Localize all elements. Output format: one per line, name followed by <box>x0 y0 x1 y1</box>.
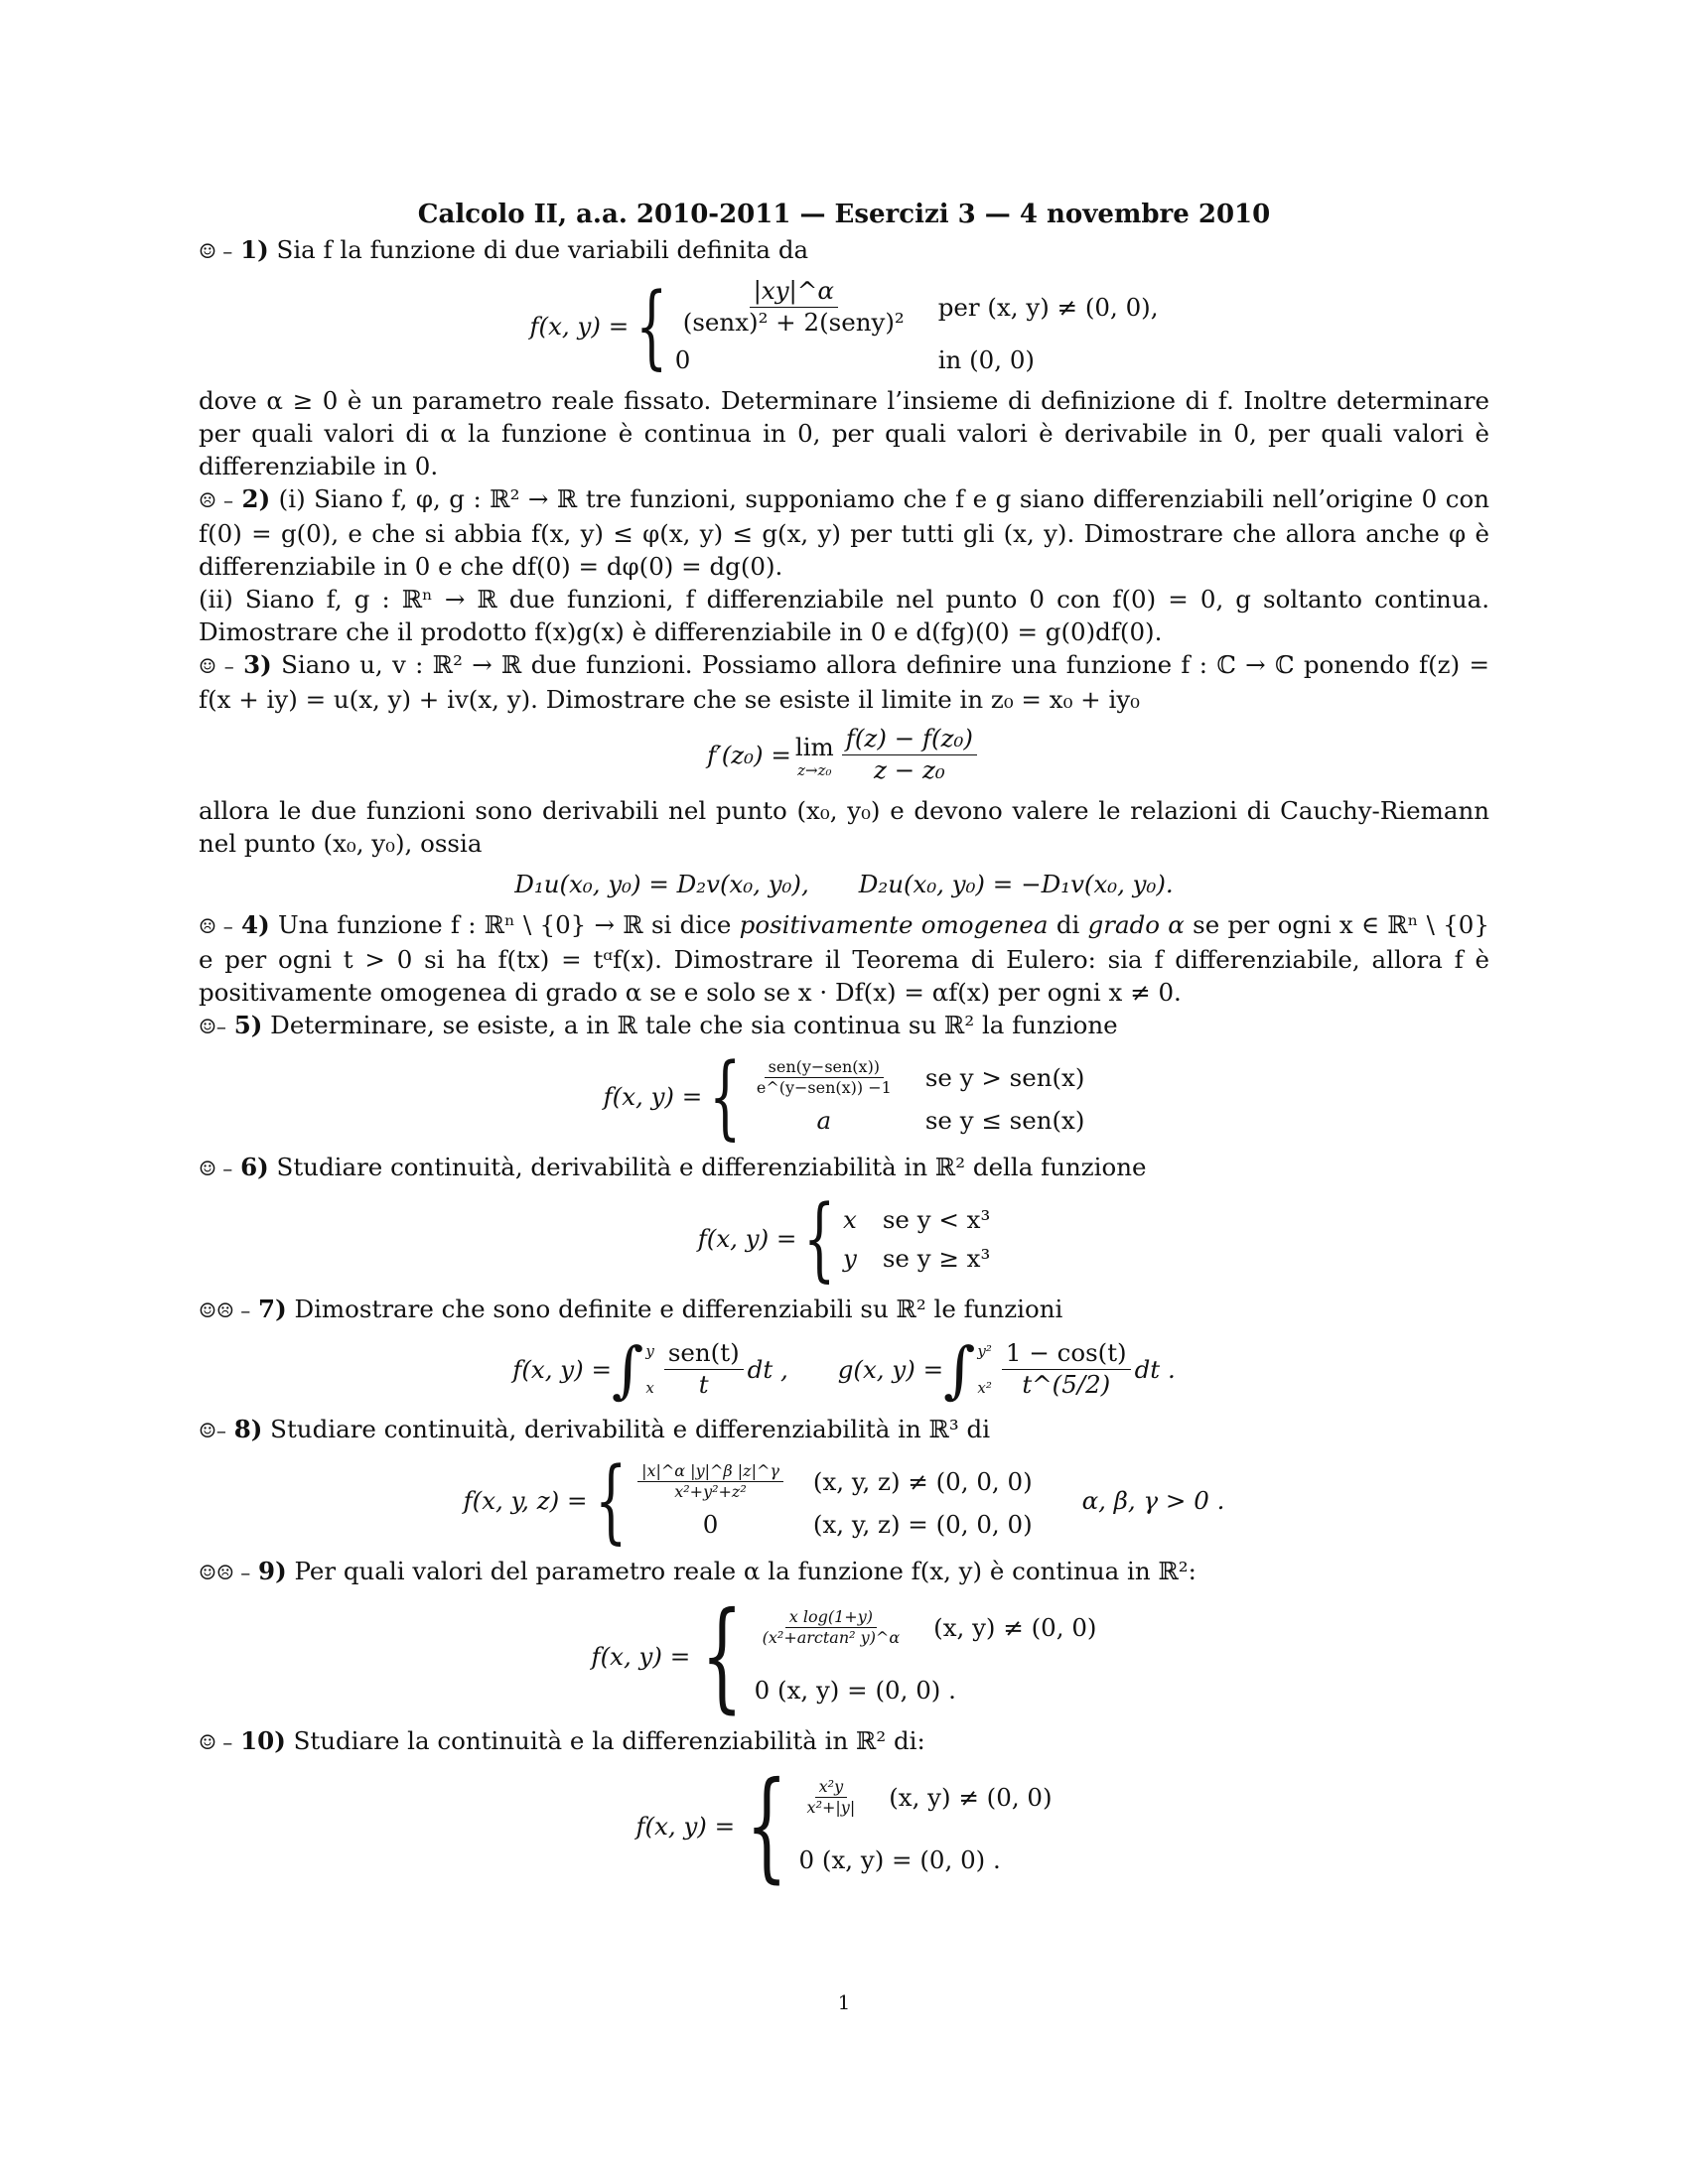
exercise-8-intro <box>199 1413 1489 1447</box>
numerator: x log(1+y) <box>785 1607 877 1628</box>
exercise-2-part-i <box>199 482 1489 583</box>
exercise-1-intro <box>199 233 1489 268</box>
exercise-6-formula <box>199 1184 1489 1292</box>
smiley-frown-icon: ☺☹ – <box>199 1297 251 1322</box>
exercise-number: 7) <box>258 1294 287 1323</box>
frown-icon: ☹ – <box>199 488 233 513</box>
condition-2: se y ≥ x³ <box>882 1243 991 1273</box>
left-brace-icon: { <box>803 1184 836 1292</box>
smiley-icon: ☺– <box>199 1014 226 1038</box>
exercise-7-formulas <box>199 1332 1489 1406</box>
exercise-text-b: di <box>1055 909 1080 939</box>
exercise-3-limit-formula <box>199 724 1489 785</box>
fraction <box>637 1461 783 1502</box>
page-number: 1 <box>837 1990 851 2014</box>
upper-limit: y² <box>977 1341 992 1360</box>
differential: dt , <box>747 1355 788 1384</box>
formula-lhs: f(x, y, z) = <box>463 1486 588 1515</box>
left-brace-icon: { <box>701 1586 744 1725</box>
smiley-icon: ☺– <box>199 1418 226 1442</box>
formula-lhs: f(x, y) = <box>635 1812 736 1841</box>
integral-limits <box>977 1335 992 1405</box>
exercise-text: Sia f la funzione di due variabili definita da <box>276 235 809 264</box>
exercise-10-formula <box>199 1756 1489 1895</box>
condition-1: per (x, y) ≠ (0, 0), <box>937 292 1159 322</box>
emphasis-1: positivamente omogenea <box>739 909 1049 939</box>
exercise-number: 4) <box>241 909 270 939</box>
left-brace-icon: { <box>709 1042 742 1150</box>
exercise-9-intro <box>199 1555 1489 1589</box>
f-integral <box>612 1332 788 1406</box>
frown-icon: ☹ – <box>199 913 233 938</box>
value-1: x <box>843 1204 857 1234</box>
fraction <box>759 1607 905 1648</box>
exercise-text-a: Una funzione f : ℝⁿ \ {0} → ℝ si dice <box>277 909 732 939</box>
exercise-text: Determinare, se esiste, a in ℝ tale che sia continua su ℝ² la funzione <box>270 1010 1118 1039</box>
exercise-5-formula <box>199 1042 1489 1150</box>
exercise-number: 10) <box>240 1725 286 1755</box>
formula-lhs: f′(z₀) = <box>707 740 791 769</box>
condition-1: (x, y, z) ≠ (0, 0, 0) <box>812 1466 1033 1496</box>
smiley-icon: ☺ – <box>199 654 234 679</box>
denominator: t <box>698 1370 709 1399</box>
f-lhs: f(x, y) = <box>512 1355 613 1384</box>
exercise-number: 8) <box>233 1414 263 1443</box>
exercise-1-text: dove α ≥ 0 è un parametro reale fissato. Determinare l’insieme di definizione di f. Inoltre determinare per quali valori di α la funzione è continua in 0, per quali valori è derivabile in 0, per quali valori è differenziabile in 0. <box>199 386 1489 481</box>
emphasis-2: grado α <box>1087 909 1185 939</box>
exercise-6-intro <box>199 1151 1489 1185</box>
g-lhs: g(x, y) = <box>837 1355 944 1384</box>
parameters: α, β, γ > 0 . <box>1081 1486 1225 1515</box>
condition-2: se y ≤ sen(x) <box>924 1105 1085 1135</box>
numerator: |x|^α |y|^β |z|^γ <box>637 1461 783 1482</box>
document-title: Calcolo II, a.a. 2010-2011 — Esercizi 3 — 4 novembre 2010 <box>417 200 1271 229</box>
lower-limit: x² <box>977 1378 992 1397</box>
document-page <box>199 199 1489 1894</box>
integral-limits <box>645 1335 653 1405</box>
condition-1: se y > sen(x) <box>924 1062 1085 1092</box>
exercise-text: (i) Siano f, φ, g : ℝ² → ℝ tre funzioni, supponiamo che f e g siano differenziabili nell’origine 0 con f(0) = g(0), e che si abbia f(x, y) ≤ φ(x, y) ≤ g(x, y) per tutti gli (x, y). Dimostrare che allora anche φ è differenziabile in 0 e che df(0) = dφ(0) = dg(0). <box>199 484 1489 582</box>
exercise-number: 6) <box>240 1152 269 1181</box>
formula-lhs: f(x, y) = <box>591 1642 691 1671</box>
exercise-number: 1) <box>240 235 269 264</box>
exercise-4 <box>199 908 1489 1009</box>
exercise-3-text: allora le due funzioni sono derivabili nel punto (x₀, y₀) e devono valere le relazioni di Cauchy-Riemann nel punto (x₀, y₀), ossia <box>199 795 1489 858</box>
limit-subscript: z→z₀ <box>797 761 832 780</box>
exercise-text: Studiare continuità, derivabilità e differenziabilità in ℝ³ di <box>270 1414 991 1443</box>
equation-1: D₁u(x₀, y₀) = D₂v(x₀, y₀), <box>514 869 809 898</box>
numerator: |xy|^α <box>750 276 838 308</box>
left-brace-icon: { <box>594 1446 627 1554</box>
limit-label: lim <box>794 733 834 762</box>
numerator: sen(t) <box>664 1338 744 1370</box>
exercise-5-intro <box>199 1009 1489 1043</box>
cases <box>749 1057 1085 1137</box>
condition-1: (x, y) ≠ (0, 0) <box>933 1612 1097 1642</box>
exercise-number: 9) <box>258 1556 287 1585</box>
denominator: x²+|y| <box>806 1797 856 1817</box>
row-2: 0 (x, y) = (0, 0) . <box>754 1675 956 1705</box>
row-2: 0 (x, y) = (0, 0) . <box>798 1844 1001 1874</box>
left-brace-icon: { <box>746 1756 788 1895</box>
left-brace-icon: { <box>635 272 668 379</box>
limit <box>795 731 834 778</box>
condition-1: (x, y) ≠ (0, 0) <box>889 1782 1053 1812</box>
g-integral <box>943 1332 1176 1406</box>
smiley-icon: ☺ – <box>199 239 233 263</box>
denominator: (senx)² + 2(seny)² <box>682 307 905 337</box>
value-2: 0 <box>702 1509 719 1539</box>
exercise-7-intro <box>199 1293 1489 1327</box>
denominator: e^(y−sen(x)) −1 <box>756 1077 892 1097</box>
upper-limit: y <box>645 1341 654 1360</box>
cases <box>755 1607 1097 1706</box>
condition-2: in (0, 0) <box>937 345 1035 375</box>
exercise-1-formula <box>199 272 1489 379</box>
smiley-frown-icon: ☺☹ – <box>199 1560 251 1584</box>
numerator: sen(y−sen(x)) <box>765 1057 884 1078</box>
fraction <box>679 276 909 338</box>
differential: dt . <box>1134 1355 1176 1384</box>
numerator: x²y <box>815 1777 847 1798</box>
denominator: (x²+arctan² y)^α <box>762 1627 901 1647</box>
exercise-text: Siano u, v : ℝ² → ℝ due funzioni. Possiamo allora definire una funzione f : ℂ → ℂ ponendo f(z) = f(x + iy) = u(x, y) + iv(x, y). Dimostrare che se esiste il limite in z₀ = x₀ + iy₀ <box>199 650 1489 715</box>
equation-2: D₂u(x₀, y₀) = −D₁v(x₀, y₀). <box>858 869 1174 898</box>
exercise-text: Studiare continuità, derivabilità e differenziabilità in ℝ² della funzione <box>276 1152 1147 1181</box>
denominator: x²+y²+z² <box>674 1481 747 1501</box>
exercise-9-formula <box>199 1586 1489 1725</box>
fraction <box>842 724 977 785</box>
exercise-text: Per quali valori del parametro reale α la funzione f(x, y) è continua in ℝ²: <box>294 1556 1196 1585</box>
fraction <box>664 1338 744 1400</box>
fraction <box>753 1057 896 1098</box>
cases <box>633 1461 1033 1541</box>
exercise-3-intro <box>199 648 1489 716</box>
integral-sign-icon: ∫ <box>943 1332 976 1406</box>
cases <box>799 1777 1053 1876</box>
condition-1: se y < x³ <box>882 1204 991 1234</box>
denominator: t^(5/2) <box>1022 1370 1111 1399</box>
exercise-text: Studiare la continuità e la differenziabilità in ℝ² di: <box>293 1725 925 1755</box>
exercise-text-c: se per ogni x ∈ ℝⁿ \ {0} e per ogni t > 0 si ha f(tx) = tᵅf(x). Dimostrare il Teorema di Eulero: sia f differenziabile, allora f è positivamente omogenea di grado α se e solo se x · Df(x) = αf(x) per ogni x ≠ 0. <box>199 909 1489 1007</box>
fraction <box>1002 1338 1131 1400</box>
condition-2: (x, y, z) = (0, 0, 0) <box>812 1509 1033 1539</box>
value-2: 0 <box>674 345 691 375</box>
exercise-10-intro <box>199 1724 1489 1759</box>
fraction <box>803 1777 860 1818</box>
formula-lhs: f(x, y) = <box>697 1224 797 1253</box>
exercise-number: 3) <box>243 650 272 680</box>
denominator: z − z₀ <box>873 754 945 784</box>
numerator: f(z) − f(z₀) <box>842 724 977 755</box>
exercise-text: Dimostrare che sono definite e differenziabili su ℝ² le funzioni <box>294 1294 1063 1323</box>
smiley-icon: ☺ – <box>199 1729 233 1754</box>
value-2: y <box>843 1243 857 1273</box>
formula-lhs: f(x, y) = <box>603 1082 703 1111</box>
numerator: 1 − cos(t) <box>1002 1338 1131 1370</box>
integral-sign-icon: ∫ <box>612 1332 644 1406</box>
exercise-2-part-ii: (ii) Siano f, g : ℝⁿ → ℝ due funzioni, f differenziabile nel punto 0 con f(0) = 0, g soltanto continua. Dimostrare che il prodotto f(x)g(x) è differenziabile in 0 e d(fg)(0) = g(0)df(0). <box>199 585 1489 647</box>
formula-lhs: f(x, y) = <box>529 312 630 341</box>
cases <box>675 276 1159 376</box>
exercise-8-formula <box>199 1446 1489 1554</box>
exercise-number: 2) <box>241 484 271 514</box>
cases <box>843 1203 990 1275</box>
value-2: a <box>816 1105 832 1135</box>
lower-limit: x <box>645 1378 654 1397</box>
exercise-number: 5) <box>233 1010 263 1039</box>
cauchy-riemann-equations <box>199 868 1489 900</box>
smiley-icon: ☺ – <box>199 1156 233 1180</box>
